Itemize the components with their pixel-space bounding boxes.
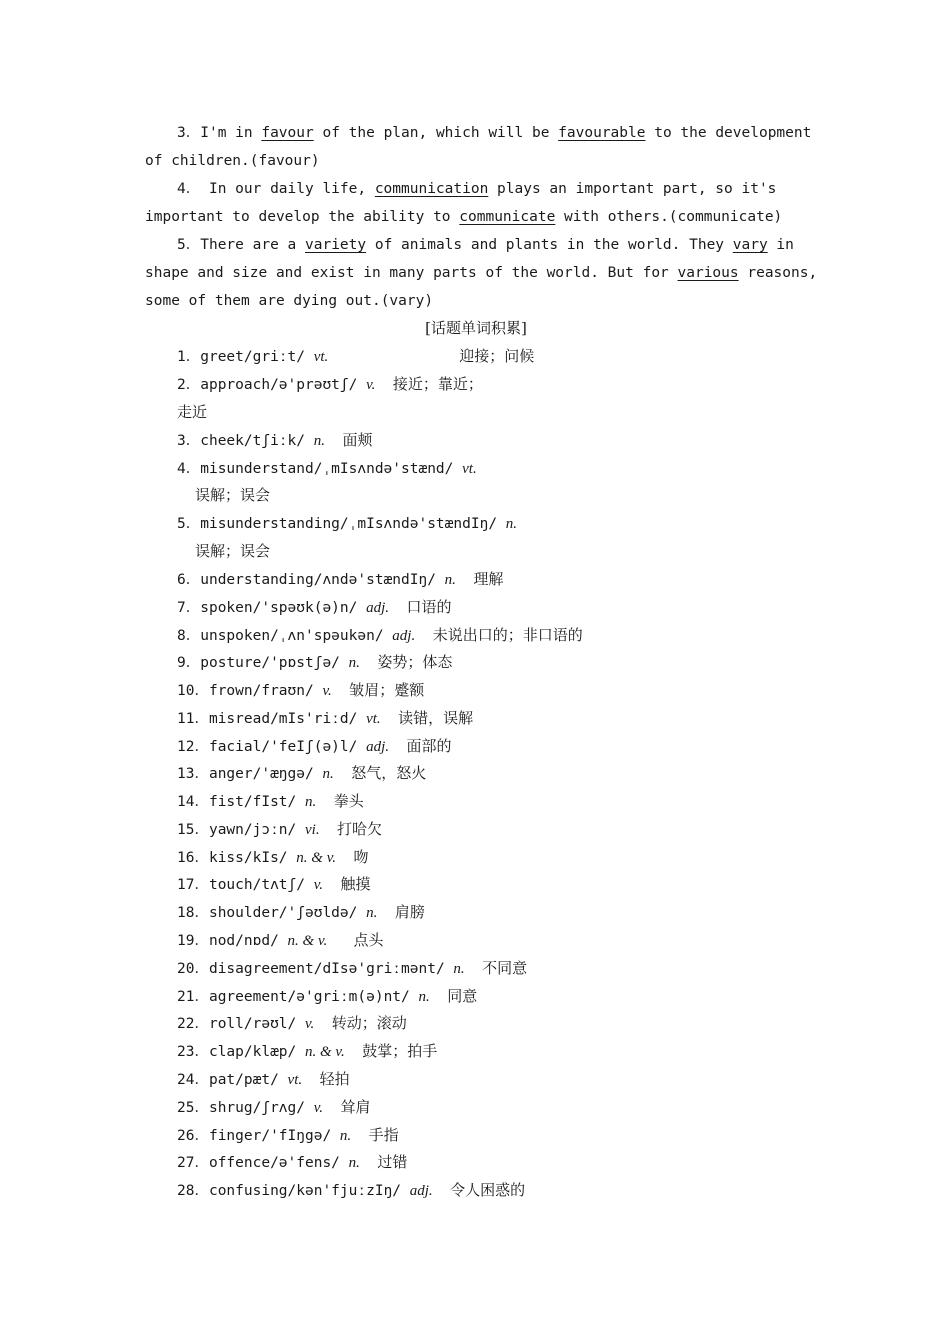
vocab-item	[177, 930, 383, 951]
vocab-number: 24．	[177, 1072, 209, 1088]
vocab-item	[177, 1041, 437, 1062]
vocab-number: 22．	[177, 1016, 209, 1032]
vocab-number: 17．	[177, 877, 209, 893]
vocab-word: pat/pæt/	[208, 1072, 288, 1088]
vocab-number: 14．	[177, 794, 209, 810]
vocab-item	[177, 569, 503, 590]
vocab-pos: vt.	[313, 349, 329, 365]
vocab-item	[177, 1097, 371, 1118]
vocab-gap	[336, 850, 353, 866]
vocab-item	[177, 680, 424, 701]
vocab-meaning: 鼓掌；拍手	[362, 1042, 438, 1060]
vocab-item	[177, 597, 452, 618]
vocab-word: facial/'feIʃ(ə)l/	[208, 739, 367, 755]
vocab-gap	[345, 1044, 362, 1060]
vocab-meaning: 肩膀	[394, 903, 425, 921]
vocab-number: 2．	[177, 377, 201, 393]
vocab-gap	[332, 683, 349, 699]
vocab-gap	[381, 711, 398, 727]
text: in	[767, 237, 794, 253]
vocab-word: yawn/jɔːn/	[208, 822, 305, 838]
vocab-item	[177, 1013, 407, 1034]
vocab-item	[177, 430, 372, 451]
vocab-number: 4．	[177, 461, 201, 477]
vocab-item	[177, 986, 477, 1007]
vocab-word: roll/rəʊl/	[208, 1016, 305, 1032]
sentence-4-line-1	[177, 179, 807, 199]
vocab-gap	[456, 572, 473, 588]
vocab-pos: n.	[444, 572, 456, 588]
vocab-word: offence/ə'fens/	[208, 1155, 349, 1171]
vocab-pos: n.	[348, 655, 360, 671]
vocab-gap	[327, 933, 353, 949]
vocab-gap	[375, 377, 392, 393]
vocab-pos: adj.	[366, 600, 390, 616]
vocab-meaning: 不同意	[482, 959, 528, 977]
vocab-gap	[351, 1128, 368, 1144]
vocab-word: posture/'pɒstʃə/	[200, 655, 349, 671]
vocab-word: understanding/ʌndə'stændIŋ/	[200, 572, 445, 588]
vocab-item	[177, 819, 382, 840]
vocab-word: cheek/tʃiːk/	[200, 433, 314, 449]
vocab-word: fist/fIst/	[208, 794, 305, 810]
vocab-meaning: 令人困惑的	[450, 1181, 526, 1199]
vocab-pos: vt.	[462, 461, 477, 477]
vocab-word: frown/fraʊn/	[208, 683, 323, 699]
sentence-3-line-1	[177, 123, 812, 143]
vocab-gap	[302, 1072, 319, 1088]
vocab-pos: n.	[348, 1155, 360, 1171]
vocab-gap	[360, 1155, 377, 1171]
vocab-item	[177, 513, 517, 534]
vocab-word: clap/klæp/	[208, 1044, 305, 1060]
answer-word: variety	[305, 237, 367, 253]
vocab-word: finger/'fIŋgə/	[208, 1128, 340, 1144]
text: shape and size and exist in many parts of the world. But for	[145, 265, 678, 281]
vocab-number: 18．	[177, 905, 209, 921]
vocab-meaning: 打哈欠	[337, 820, 383, 838]
vocab-number: 12．	[177, 739, 209, 755]
vocab-meaning: 迎接；问候	[459, 347, 535, 365]
vocab-pos: n. & v.	[305, 1044, 345, 1060]
vocab-meaning: 接近；靠近；	[392, 375, 483, 393]
vocab-gap	[377, 905, 394, 921]
vocab-gap	[325, 433, 342, 449]
vocab-meaning-continued: 误解；误会	[195, 542, 271, 560]
text: to the development	[645, 125, 812, 141]
answer-word: various	[677, 265, 739, 281]
vocab-meaning: 面颊	[342, 431, 373, 449]
vocab-word: greet/griːt/	[200, 349, 314, 365]
sentence-3-line-2: of children.(favour)	[145, 153, 320, 169]
vocab-number: 5．	[177, 516, 201, 532]
vocab-meaning: 触摸	[340, 875, 371, 893]
vocab-pos: n.	[453, 961, 465, 977]
vocab-pos: adj.	[409, 1183, 433, 1199]
vocab-word: shoulder/'ʃəʊldə/	[208, 905, 367, 921]
sentence-4-line-2	[145, 207, 807, 227]
vocab-meaning: 轻拍	[319, 1070, 350, 1088]
vocab-meaning: 理解	[473, 570, 504, 588]
vocab-pos: v.	[322, 683, 332, 699]
section-title: [话题单词积累]	[425, 319, 527, 337]
vocab-word: misunderstand/ˌmIsʌndə'stænd/	[200, 461, 463, 477]
vocab-gap	[323, 877, 340, 893]
vocab-number: 15．	[177, 822, 209, 838]
vocab-gap	[320, 822, 337, 838]
vocab-item	[177, 625, 583, 646]
vocab-pos: vt.	[287, 1072, 303, 1088]
vocab-item	[177, 458, 477, 479]
text: reasons,	[738, 265, 818, 281]
text: with others.(communicate)	[555, 209, 783, 225]
vocab-meaning: 拳头	[333, 792, 364, 810]
vocab-number: 25．	[177, 1100, 209, 1116]
vocab-gap	[328, 349, 459, 365]
text: of animals and plants in the world. They	[366, 237, 733, 253]
vocab-pos: n.	[339, 1128, 352, 1144]
vocab-pos: vt.	[366, 711, 381, 727]
vocab-pos: n.	[418, 989, 430, 1005]
vocab-pos: v.	[305, 1016, 315, 1032]
vocab-gap	[465, 961, 482, 977]
vocab-meaning: 过错	[377, 1153, 408, 1171]
vocab-number: 11．	[177, 711, 209, 727]
vocab-gap	[433, 1183, 450, 1199]
vocab-word: anger/'æŋgə/	[208, 766, 323, 782]
vocab-number: 19．	[177, 933, 209, 949]
vocab-pos: adj.	[366, 739, 390, 755]
vocab-word: shrug/ʃrʌg/	[208, 1100, 314, 1116]
sentence-5-line-3: some of them are dying out.(vary)	[145, 293, 434, 309]
vocab-item	[177, 763, 426, 784]
vocab-item	[177, 374, 483, 395]
vocab-meaning: 吻	[353, 848, 369, 866]
vocab-number: 23．	[177, 1044, 209, 1060]
vocab-item	[177, 736, 452, 757]
vocab-word: approach/ə'prəʊtʃ/	[200, 377, 367, 393]
vocab-word: kiss/kIs/	[208, 850, 297, 866]
vocab-meaning-continued: 走近	[177, 403, 208, 421]
vocab-item	[177, 791, 364, 812]
vocab-meaning: 转动；滚动	[331, 1014, 407, 1032]
vocab-word: confusing/kən'fjuːzIŋ/	[208, 1183, 410, 1199]
vocab-item	[177, 958, 527, 979]
answer-word: vary	[732, 237, 768, 253]
vocab-gap	[360, 655, 377, 671]
answer-word: communication	[374, 181, 489, 197]
vocab-meaning: 未说出口的；非口语的	[432, 626, 583, 644]
vocab-item	[177, 346, 534, 367]
vocab-gap	[316, 794, 333, 810]
vocab-gap	[389, 739, 406, 755]
sentence-5-line-2	[145, 263, 818, 283]
vocab-pos: n.	[505, 516, 518, 532]
text: 5．There are a	[177, 237, 305, 253]
vocab-pos: n.	[313, 433, 325, 449]
vocab-item	[177, 874, 371, 895]
vocab-number: 3．	[177, 433, 201, 449]
vocab-word: agreement/ə'griːm(ə)nt/	[208, 989, 419, 1005]
vocab-word: nod/nɒd/	[208, 933, 288, 949]
answer-word: communicate	[459, 209, 556, 225]
vocab-number: 7．	[177, 600, 201, 616]
vocab-pos: v.	[313, 1100, 324, 1116]
vocab-item	[177, 652, 452, 673]
vocab-meaning: 口语的	[406, 598, 452, 616]
text: of the plan, which will be	[313, 125, 559, 141]
vocab-item	[177, 1125, 399, 1146]
vocab-word: disagreement/dIsə'griːmənt/	[208, 961, 454, 977]
vocab-number: 13．	[177, 766, 209, 782]
vocab-number: 1．	[177, 349, 201, 365]
vocab-pos: n. & v.	[287, 933, 328, 949]
vocab-pos: n.	[366, 905, 378, 921]
vocab-word: touch/tʌtʃ/	[208, 877, 314, 893]
sentence-5-line-1	[177, 235, 807, 255]
vocab-gap	[389, 600, 406, 616]
text: plays an important part, so it's	[488, 181, 777, 197]
vocab-gap	[430, 989, 447, 1005]
text: 3．I'm in	[177, 125, 262, 141]
vocab-pos: vi.	[305, 822, 320, 838]
vocab-number: 8．	[177, 628, 201, 644]
vocab-pos: n.	[305, 794, 317, 810]
vocab-number: 26．	[177, 1128, 209, 1144]
vocab-number: 10．	[177, 683, 209, 699]
vocab-gap	[415, 628, 432, 644]
vocab-word: misread/mIs'riːd/	[208, 711, 367, 727]
vocab-word: spoken/'spəʊk(ə)n/	[200, 600, 367, 616]
vocab-word: unspoken/ˌʌn'spəukən/	[200, 628, 393, 644]
answer-word: favour	[261, 125, 314, 141]
vocab-pos: v.	[313, 877, 324, 893]
vocab-meaning: 皱眉；蹙额	[349, 681, 425, 699]
vocab-item	[177, 902, 425, 923]
vocab-meaning: 点头	[353, 931, 384, 949]
vocab-meaning: 耸肩	[340, 1098, 371, 1116]
text: 4． In our daily life,	[177, 181, 375, 197]
vocab-meaning: 手指	[368, 1126, 399, 1144]
vocab-item	[177, 1180, 525, 1201]
vocab-pos: v.	[366, 377, 376, 393]
answer-word: favourable	[558, 125, 646, 141]
vocab-number: 6．	[177, 572, 201, 588]
vocab-gap	[314, 1016, 331, 1032]
vocab-meaning: 怒气，怒火	[351, 764, 427, 782]
vocab-pos: n.	[322, 766, 334, 782]
vocab-number: 20．	[177, 961, 209, 977]
vocab-item	[177, 708, 473, 729]
vocab-gap	[334, 766, 351, 782]
vocab-number: 21．	[177, 989, 209, 1005]
vocab-number: 16．	[177, 850, 209, 866]
vocab-meaning: 同意	[447, 987, 478, 1005]
vocab-gap	[323, 1100, 340, 1116]
vocab-meaning: 面部的	[406, 737, 452, 755]
vocab-pos: adj.	[392, 628, 416, 644]
vocab-meaning-continued: 误解；误会	[195, 486, 271, 504]
vocab-number: 27．	[177, 1155, 209, 1171]
vocab-item	[177, 1152, 407, 1173]
vocab-meaning: 姿势；体态	[377, 653, 453, 671]
vocab-item	[177, 1069, 350, 1090]
vocab-number: 28．	[177, 1183, 209, 1199]
vocab-meaning: 读错，误解	[398, 709, 474, 727]
text: important to develop the ability to	[145, 209, 460, 225]
vocab-word: misunderstanding/ˌmIsʌndə'stændIŋ/	[200, 516, 506, 532]
vocab-pos: n. & v.	[296, 850, 336, 866]
vocab-number: 9．	[177, 655, 201, 671]
vocab-item	[177, 847, 368, 868]
